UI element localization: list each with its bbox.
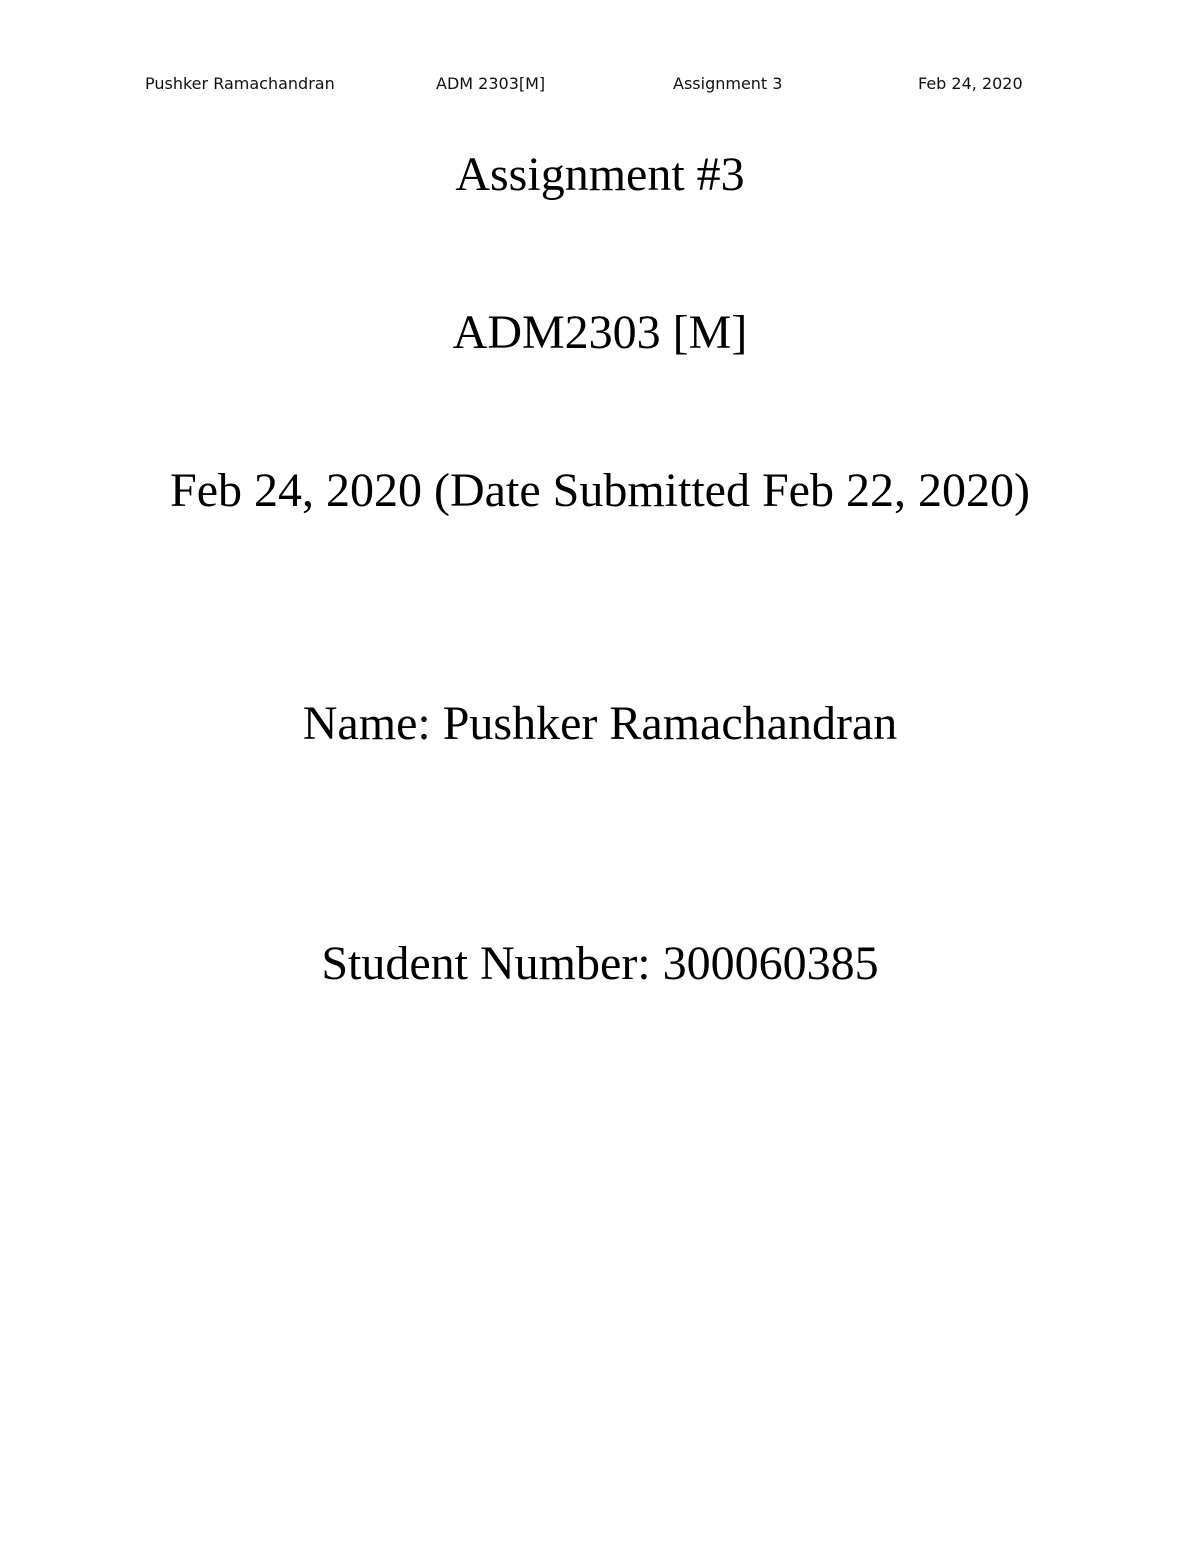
- date-line: Feb 24, 2020 (Date Submitted Feb 22, 2020): [170, 464, 1030, 517]
- page-header: [0, 72, 1200, 96]
- student-number: Student Number: 300060385: [321, 937, 879, 990]
- header-author: Pushker Ramachandran: [145, 74, 335, 93]
- student-name: Name: Pushker Ramachandran: [302, 697, 898, 750]
- document-title: Assignment #3: [455, 148, 745, 201]
- header-assignment: Assignment 3: [673, 74, 783, 93]
- course-code: ADM2303 [M]: [452, 306, 748, 359]
- header-date: Feb 24, 2020: [918, 74, 1023, 93]
- header-course: ADM 2303[M]: [436, 74, 546, 93]
